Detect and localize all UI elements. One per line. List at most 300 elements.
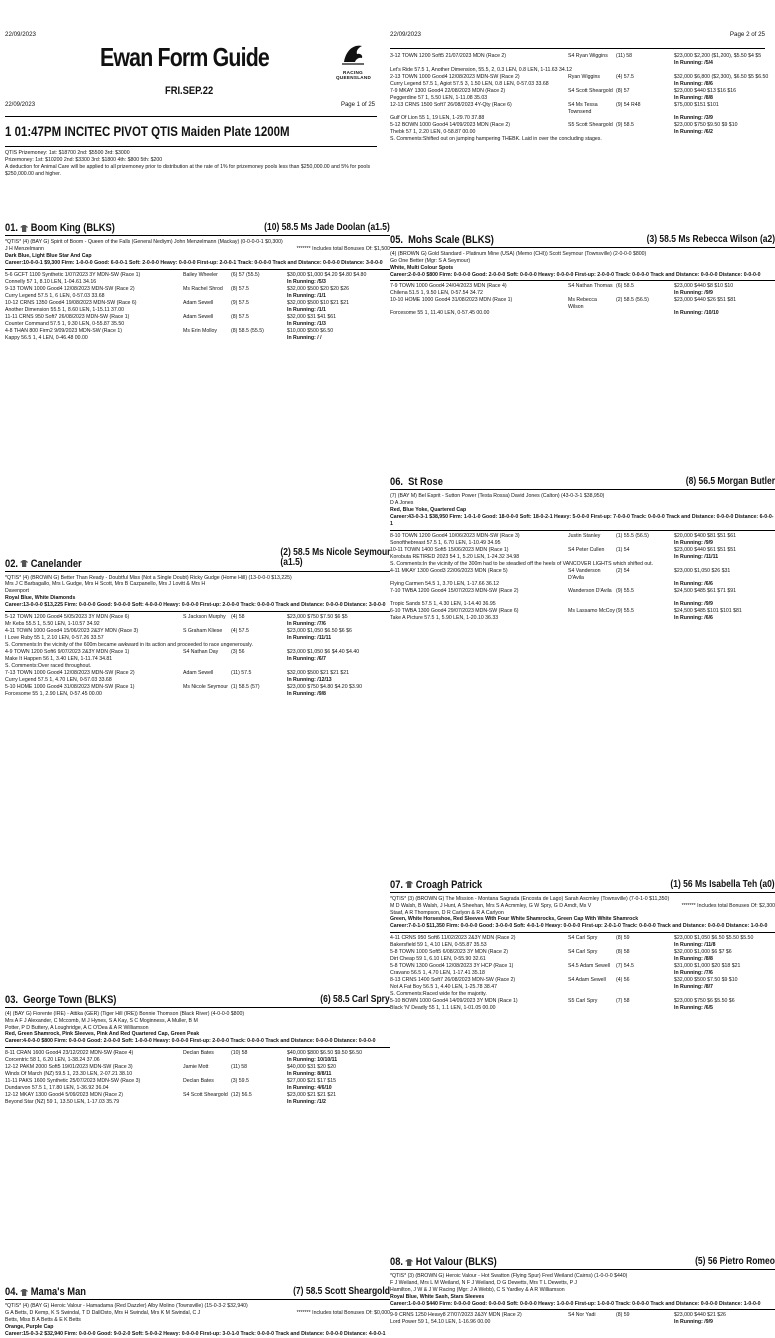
- form-row: [390, 533, 775, 540]
- form-row: [5, 335, 390, 342]
- runner-jockey: (2) 58.5 Ms Nicole Seymour (a1.5): [279, 546, 390, 569]
- form-jockey: S4 Nathan Day: [183, 648, 219, 655]
- form-race: 7-9 TOWN 1000 Good4 24/04/2023 MDN (Race 4): [390, 283, 507, 290]
- form-row: [390, 581, 775, 588]
- runner-card: [5, 218, 390, 342]
- form-barrier-weight: (3) 59.5: [231, 1078, 249, 1085]
- form-row: [390, 74, 769, 81]
- form-in-running: In Running: /1/1: [287, 306, 326, 313]
- form-barrier-weight: (8) 57.5: [231, 285, 249, 292]
- runner-header: [5, 218, 390, 236]
- form-race: S. Comments:In the vicinity of the 300m had to be steadied off the heels of VANCOVER LIGHTS which shifted out.: [390, 560, 654, 567]
- form-row: [390, 949, 775, 956]
- form-race: Curry Legend 57.5 1, 6 LEN, 0-57.03 33.68: [5, 292, 105, 299]
- form-prize: $23,000 $440 $8 $10 $10: [674, 283, 734, 290]
- form-row: [390, 970, 775, 977]
- form-row: [5, 1064, 390, 1071]
- form-row: [390, 129, 762, 136]
- form-row: [5, 1099, 390, 1106]
- form-prize: $32,000 $6,800 ($2,300), $6.50 $5 $6.50: [674, 74, 769, 80]
- form-race: 4-11 TOWN 1000 Good4 15/06/2023 2&3Y MDN (Race 3): [5, 627, 139, 634]
- form-race: 5-12 TOWN 1200 Good4 5/05/2023 3Y MDN (Race 6): [5, 613, 130, 620]
- form-row: [390, 60, 762, 67]
- form-jockey: Justin Stanley: [568, 532, 601, 539]
- form-prize: $32,000 $500 $7.50 $9 $10: [674, 977, 738, 984]
- divider: [5, 1047, 390, 1048]
- runner-jockey: (1) 56 Ms Isabella Teh (a0): [670, 878, 775, 890]
- runner-name[interactable]: 01. Boom King (BLKS): [5, 222, 115, 234]
- runner-header: [5, 990, 390, 1008]
- form-jockey: S5 Carl Spry: [568, 998, 598, 1005]
- form-prize: $32,000 $500 $21 $21 $21: [287, 669, 350, 676]
- form-row: [5, 628, 390, 635]
- form-race: 5-8 TOWN 1000 Soft5 6/08/2023 3Y MDN (Race 2): [390, 949, 508, 956]
- runner-name[interactable]: 06. St Rose: [390, 476, 443, 489]
- form-row: [5, 286, 390, 293]
- qtis-prizemoney: QTIS Prizemoney: 1st: $18700 2nd: $5500 3rd: $3000: [5, 150, 130, 157]
- form-jockey: Declan Bates: [183, 1078, 214, 1085]
- form-row: [390, 67, 762, 74]
- form-row: [390, 115, 762, 122]
- form-table: [390, 283, 775, 317]
- form-prize: $32,000 $500 $20 $20 $26: [287, 285, 350, 292]
- runner-name[interactable]: 07. Croagh Patrick: [390, 878, 483, 891]
- form-race: 11-11 PAKS 1600 Synthetic 25/07/2023 MDN-SW (Race 3): [5, 1078, 141, 1085]
- form-barrier-weight: (4) 58: [231, 613, 245, 620]
- runner-card: [390, 875, 775, 1012]
- form-in-running: In Running: /9/9: [674, 290, 713, 297]
- form-in-running: In Running: /7/6: [674, 970, 713, 977]
- form-prize: $23,000 $21 $21 $21: [287, 1092, 337, 1099]
- form-prize: $23,000 $1,050 $6 $4.40 $4.40: [287, 648, 360, 655]
- form-row: [390, 81, 762, 88]
- form-in-running: In Running: /6/2: [674, 129, 713, 135]
- form-prize: $23,000 $440 $13 $16 $16: [674, 88, 737, 94]
- runner-jockey: (10) 58.5 Ms Jade Doolan (a1.5): [264, 222, 390, 233]
- form-jockey: Adam Sewell: [183, 299, 214, 306]
- form-jockey: S4 Carl Spry: [568, 935, 598, 942]
- form-in-running: In Running: /9/8: [287, 690, 326, 697]
- form-prize: $32,000 $31 $41 $61: [287, 313, 337, 320]
- runner-header: [390, 1252, 775, 1270]
- form-jockey: S4 Adam Sewell: [568, 977, 606, 984]
- form-barrier-weight: (6) 58.5: [616, 283, 634, 290]
- continued-form: [390, 53, 769, 143]
- form-barrier-weight: (4) 57.5: [231, 627, 249, 634]
- form-in-running: In Running: /6/6: [674, 614, 713, 621]
- form-row: [5, 691, 390, 698]
- form-prize: $23,000 $750 $7.50 $6 $5: [287, 613, 348, 620]
- form-prize: $23,000 $750 $6 $5.50 $6: [674, 998, 735, 1005]
- guide-branding: [0, 40, 385, 110]
- form-race: Dundarvon 57.5 1, 17.80 LEN, 1-36.92 36.04: [5, 1085, 109, 1092]
- form-row: [5, 684, 390, 691]
- runner-breeding: (4) (BAY G) Fiorente (IRE) - Attika (GER) (Tiger Hill (IRE)) Bonnie Thomson (Black River) (4-0-0-0 $800): [5, 1010, 245, 1017]
- form-table: [390, 935, 775, 1012]
- form-jockey: S Graham Kliese: [183, 627, 223, 634]
- trainer-row: G A Betts, D Kemp, K S Swindal, T D DallOsto, Mrs H Swindal, Mrs K M Swindal, C J ******* Includes total Bonuses Of: $0,000: [5, 1310, 390, 1317]
- trainer-row: M D Walsh, B Walsh, J Hunt, A Sheehan, Mrs S A Acmmley, G W Spry, G D Arndt, Ms V ******* Includes total Bonuses Of: $2,300: [390, 902, 775, 909]
- form-race: Black 'N' Deadly 55 1, 1.1 LEN, 1-01.05 00.00: [390, 1005, 496, 1012]
- form-row: [390, 561, 775, 568]
- runner-header: [390, 472, 775, 490]
- form-prize: $23,000 $440 $61 $51 $51: [674, 546, 737, 553]
- form-row: [5, 1085, 390, 1092]
- form-race: 5-12 BOWN 1000 Good4 14/09/2023 MDN (Race 2): [390, 122, 510, 128]
- form-barrier-weight: (11) 58: [231, 1064, 248, 1071]
- runner-colours: Red, Green Shamrock, Pink Sleeves, Pink And Red Quartered Cap, Green Peak: [5, 1031, 200, 1038]
- divider: [390, 280, 775, 281]
- form-race: Winds Of March (NZ) 59.5 1, 23.30 LEN, 2-07.21 38.10: [5, 1071, 133, 1078]
- form-race: Curry Legend 57.5 1, 4.70 LEN, 0-57.03 33.68: [5, 676, 112, 683]
- form-row: [5, 656, 390, 663]
- runner-trainer: F J Weiland, Mrs L M Weiland, N F J Weiland, D G Dewetts, Mrs T L Dewetts, P J: [390, 1280, 577, 1287]
- form-prize: $32,000 $500 $10 $21 $21: [287, 299, 350, 306]
- form-row: [390, 297, 775, 310]
- racing-queensland-logo-icon: [338, 42, 368, 68]
- form-barrier-weight: (8) 59: [616, 1312, 630, 1319]
- form-race: I Love Ruby 55 1, 2.10 LEN, 0-57.26 33.57: [5, 634, 104, 641]
- form-barrier-weight: (1) 55.5 (56.5): [616, 532, 649, 539]
- form-race: Flying Carmen 54.5 1, 3.70 LEN, 1-17.66 36.12: [390, 580, 500, 587]
- silks-icon: [21, 1289, 29, 1296]
- form-row: [390, 942, 775, 949]
- form-race: Peggerdine 57 1, 5.50 LEN, 1-11.08 35.03: [390, 95, 488, 101]
- prizemoney: Prizemoney: 1st: $10200 2nd: $3300 3rd: $1800 4th: $800 5th: $200: [5, 157, 163, 164]
- runner-trainer: D A Jones: [390, 500, 414, 507]
- runner-card: [390, 1252, 775, 1326]
- runner-breeding: *QTIS* (3) (BROWN G) The Mission - Montana Sagrada (Encosta de Lago) Sarah Ascmley (Townsville) (7-0-1-0 $11,350): [390, 895, 670, 902]
- form-prize: $23,000 $1,050 $26 $31: [674, 567, 731, 574]
- form-race: Lord Power 59 1, 54.10 LEN, 1-16.96 00.00: [390, 1319, 491, 1326]
- meeting-date: FRI.SEP.22: [165, 85, 214, 97]
- form-jockey: Adam Sewell: [183, 669, 214, 676]
- form-barrier-weight: (2) 58.5 (56.5): [616, 297, 649, 304]
- runner-name[interactable]: 03. George Town (BLKS): [5, 993, 117, 1006]
- form-in-running: In Running: /7/6: [287, 620, 326, 627]
- runner-breeding: (7) (BAY M) Bel Esprit - Sutton Power (Testa Rossa) David Jones (Calton) (43-0-3-1 $38,950): [390, 493, 605, 500]
- form-in-running: In Running: /8/7: [674, 984, 713, 991]
- runner-header: [5, 546, 390, 572]
- runner-breeding: *QTIS* (3) (BROWN G) Heroic Valour - Hot Swatton (Flying Spur) Fred Weiland (Cairns) (1-0-0-0 $440): [390, 1273, 628, 1280]
- form-row: [390, 1319, 775, 1326]
- form-jockey: Ms Erin Molloy: [183, 327, 218, 334]
- form-race: 7-10 TWBA 1200 Good4 15/07/2023 MDN-SW (Race 2): [390, 587, 519, 594]
- form-table: [390, 533, 775, 622]
- form-row: [390, 601, 775, 608]
- form-in-running: In Running: /5/3: [287, 278, 326, 285]
- form-barrier-weight: (6) 57 (55.5): [231, 271, 260, 278]
- runner-career: Career:4-0-0-0 $800 Firm: 0-0-0-0 Good: 2-0-0-0 Soft: 1-0-0-0 Heavy: 0-0-0-0 First-up: 2-0-0-0 Track: 0-0-0-0 Track and Distance: 0-0-0-0 Distance: 0-0-0-0: [5, 1038, 376, 1045]
- form-race: S. Comments:Shifted out on jumping hampering THEBK. Laid in over the concluding stages.: [390, 136, 602, 142]
- form-jockey: Ms Nicole Seymour: [183, 683, 228, 690]
- form-row: [5, 614, 390, 621]
- form-race: 12-12 PAKM 2000 Soft5 19/01/2023 MDN-SW (Race 3): [5, 1064, 133, 1071]
- form-race: Tropic Sands 57.5 1, 4.30 LEN, 1-14.40 36.95: [390, 600, 496, 607]
- form-race: Another Dimension 55.5 1, 8.60 LEN, 1-15.11 37.00: [5, 306, 125, 313]
- form-jockey: S5 Scott Sheargold: [568, 122, 613, 128]
- form-prize: $23,000 $750 $9.50 $9 $10: [674, 122, 738, 128]
- form-row: [390, 283, 775, 290]
- form-row: [390, 1005, 775, 1012]
- form-in-running: In Running: /6/6: [674, 580, 713, 587]
- form-barrier-weight: (11) 58: [616, 53, 633, 59]
- runner-name[interactable]: 05. Mohs Scale (BLKS): [390, 234, 494, 246]
- form-row: [5, 321, 390, 328]
- form-row: [390, 310, 775, 317]
- form-race: 4-8 THAN 800 Firm2 9/09/2023 MDN-SW (Race 1): [5, 327, 122, 334]
- runner-trainer-cont: Davenport: [5, 588, 29, 595]
- form-row: [390, 290, 775, 297]
- form-jockey: S4 Nathan Thomas: [568, 283, 613, 290]
- form-race: Chilena 51.5 1, 9.50 LEN, 0-57.54 34.72: [390, 290, 483, 297]
- form-race: Counter Command 57.5 1, 9.30 LEN, 0-55.87 35.50: [5, 320, 125, 327]
- form-barrier-weight: (9) 55.5: [616, 587, 634, 594]
- runner-breeding: (4) (BROWN G) Gold Standard - Platinum Mine (USA) (Memo (CHI)) Scott Seymour (Townsville) (2-0-0-0 $800): [390, 251, 647, 257]
- form-prize: $10,000 $500 $6.50: [287, 327, 334, 334]
- runner-breeding: *QTIS* (4) (BAY G) Spirit of Boom - Queen of the Falls (General Nediym) John Menzelmann (Mackay) (0-0-0-0-1 $0,300): [5, 239, 283, 245]
- form-row: [5, 1050, 390, 1057]
- runner-jockey: (5) 56 Pietro Romeo: [695, 1256, 775, 1268]
- form-row: [390, 588, 775, 601]
- form-in-running: In Running: /6/7: [287, 655, 326, 662]
- runner-colours: White, Multi Colour Spots: [390, 264, 454, 271]
- runner-colours: Orange, Purple Cap: [5, 1323, 54, 1330]
- runner-name[interactable]: 02. Canelander: [5, 557, 82, 570]
- form-jockey: Adam Sewell: [183, 313, 214, 320]
- form-race: Beyond Star (NZ) 59 1, 13.50 LEN, 1-17.03 35.79: [5, 1099, 120, 1106]
- form-barrier-weight: (2) 54: [616, 567, 630, 574]
- form-row: [390, 615, 775, 622]
- form-barrier-weight: (8) 58.5 (55.5): [231, 327, 264, 334]
- form-row: [390, 608, 775, 615]
- runner-card: [390, 472, 775, 621]
- form-row: [390, 568, 775, 581]
- form-row: [5, 1078, 390, 1085]
- header-date: 22/09/2023: [390, 31, 421, 38]
- form-race: Forcesome 55 1, 2.90 LEN, 0-57.45 00.00: [5, 690, 102, 697]
- runner-header: [5, 1282, 390, 1300]
- runner-card: [5, 1282, 390, 1337]
- form-race: Cravano 56.5 1, 4.70 LEN, 1-17.41 35.18: [390, 970, 485, 977]
- runner-card: [5, 990, 390, 1106]
- form-in-running: In Running: /8/6: [674, 81, 713, 87]
- runner-trainer-cont: Staaf, A R Thompson, D R Carlyon & R A Carlyon: [390, 909, 504, 916]
- form-race: 12-13 CRNS 1500 Soft7 26/08/2023 4Y-Qty (Race 6): [390, 102, 512, 108]
- form-row: [5, 279, 390, 286]
- form-race: 10-11 TOWN 1400 Soft5 15/06/2023 MDN (Race 1): [390, 546, 509, 553]
- form-race: 5-8 TOWN 1300 Good4 12/08/2023 3Y HCP (Race 1): [390, 963, 514, 970]
- runner-trainer-cont: Betts, Miss B A Betts & E K Betts: [5, 1317, 81, 1324]
- sub-header: [5, 102, 375, 110]
- form-in-running: In Running: /1/3: [287, 320, 326, 327]
- form-race: 8-13 CRNS 1400 Soft7 26/08/2023 MDN-SW (Race 2): [390, 977, 516, 984]
- runner-trainer: Mrs A F J Alexander, C Mccomb, M J Hynes, S A Kay, S C Moginness, A Muller, B M: [5, 1017, 198, 1024]
- form-prize: $24,500 $485 $101 $101 $81: [674, 607, 742, 614]
- form-race: 7-13 TOWN 1000 Good4 12/08/2023 MDN-SW (Race 2): [5, 669, 135, 676]
- runner-name[interactable]: 04. Mama's Man: [5, 1286, 86, 1299]
- form-in-running: In Running: /6/5: [674, 1005, 713, 1012]
- form-row: [390, 540, 775, 547]
- form-jockey: Declan Bates: [183, 1050, 214, 1057]
- form-race: 9-9 CRNS 1250 Heavy8 27/07/2023 2&3Y MDN (Race 2): [390, 1312, 522, 1319]
- form-row: [5, 1092, 390, 1099]
- runner-trainer-cont: Hamilton, J W & J W Racing (Mgr: J A Webb), C S Yardley & A R Williamson: [390, 1286, 565, 1293]
- form-prize: $23,000 $440 $21 $26: [674, 1312, 726, 1319]
- form-barrier-weight: (4) 57.5: [616, 74, 634, 80]
- form-race: Kappy 56.5 1, 4 LEN, 0-46.48 00.00: [5, 334, 88, 341]
- runner-jockey: (6) 58.5 Carl Spry: [320, 993, 390, 1005]
- form-in-running: In Running: /11/11: [287, 634, 332, 641]
- form-jockey: S4 Scott Sheargold: [183, 1092, 228, 1099]
- divider: [390, 530, 775, 531]
- form-race: Connelly 57 1, 8.10 LEN, 1-04.61 34.16: [5, 278, 97, 285]
- form-in-running: In Running: /5/4: [674, 60, 713, 66]
- silks-icon: [21, 560, 29, 567]
- runner-trainer: Go One Better (Mgr: S A Seymour): [390, 257, 471, 264]
- form-race: Gulf Of Lion 55 1, 19 LEN, 1-29.70 37.88: [390, 115, 485, 121]
- runner-header: [390, 875, 775, 893]
- sub-date: 22/09/2023: [5, 102, 36, 108]
- form-prize: $40,000 $31 $20 $20: [287, 1064, 337, 1071]
- runner-career: Career:1-0-0-0 $440 Firm: 0-0-0-0 Good: 0-0-0-0 Soft: 0-0-0-0 Heavy: 1-0-0-0 First-up: 1-0-0-0 Track: 0-0-0-0 Track and Distance: 0-0-0-0 Distance: 1-0-0-0: [390, 1300, 761, 1307]
- form-race: Thebk 57 1, 2.20 LEN, 0-58.87 00.00: [390, 129, 476, 135]
- form-barrier-weight: (4) 56: [616, 977, 630, 984]
- form-row: [5, 293, 390, 300]
- form-table: [390, 53, 769, 143]
- form-race: Take A Picture 57.5 1, 5.90 LEN, 1-20.10 36.33: [390, 614, 499, 621]
- form-prize: $27,000 $21 $17 $15: [287, 1078, 337, 1085]
- form-prize: $31,000 $1,000 $20 $18 $21: [674, 963, 741, 970]
- divider: [390, 1309, 775, 1310]
- form-race: 4-9 TOWN 1200 Soft6 9/07/2023 2&3Y MDN (Race 1): [5, 648, 130, 655]
- divider: [390, 48, 765, 49]
- runner-career: Career:43-0-3-1 $38,950 Firm: 1-0-1-0 Good: 18-0-0-0 Soft: 18-0-2-1 Heavy: 5-0-0-0 First-up: 7-0-0-0 Track: 0-0-0-0 Track and Distance: 0-0-0-0 Distance: 6-0-0-1: [390, 514, 774, 527]
- form-in-running: In Running: 10/10/11: [287, 1057, 338, 1064]
- form-row: [5, 677, 390, 684]
- form-race: Dirt Cheap 59 1, 6.10 LEN, 0-55.90 32.61: [390, 956, 486, 963]
- form-in-running: In Running: /1/1: [287, 292, 326, 299]
- form-race: Mr Kebs 55.5 1, 5.50 LEN, 1-10.57 34.92: [5, 620, 100, 627]
- form-row: [390, 102, 762, 115]
- form-row: [390, 998, 775, 1005]
- form-race: 8-10 TOWN 1200 Good4 10/06/2023 MDN-SW (Race 3): [390, 532, 520, 539]
- form-row: [390, 122, 762, 129]
- form-barrier-weight: (9) 57.5: [231, 299, 249, 306]
- form-row: [5, 1057, 390, 1064]
- form-prize: $23,000 $440 $26 $51 $81: [674, 297, 737, 304]
- runner-colours: Royal Blue, White Sash, Stars Sleeves: [390, 1293, 485, 1300]
- runner-jockey: (8) 56.5 Morgan Butler: [685, 476, 775, 488]
- form-race: Sonofthebreast 57.5 1, 6.70 LEN, 1-10.49 34.95: [390, 539, 501, 546]
- form-row: [5, 314, 390, 321]
- form-jockey: Wanderson D'Avila: [568, 587, 612, 594]
- page-number: Page 2 of 25: [729, 31, 765, 38]
- form-jockey: Ms Lassamo McCoy: [568, 607, 615, 614]
- form-barrier-weight: (7) 54.5: [616, 963, 634, 970]
- form-race: Bakersfield 59 1, 4.10 LEN, 0-55.87 35.53: [390, 942, 487, 949]
- form-prize: $24,500 $485 $61 $71 $91: [674, 587, 737, 594]
- form-row: [5, 328, 390, 335]
- form-race: 10-10 HOME 1000 Good4 31/08/2023 MDN (Race 1): [390, 297, 513, 304]
- form-barrier-weight: (9) 55.5: [616, 607, 634, 614]
- silks-icon: [406, 881, 414, 888]
- header-date: 22/09/2023: [5, 31, 36, 38]
- runner-colours: Red, Blue Yoke, Quartered Cap: [390, 507, 467, 514]
- form-jockey: Ms Rebecca Wilson: [568, 297, 597, 311]
- form-prize: $30,000 $1,000 $4.20 $4.80 $4.80: [287, 271, 367, 278]
- runner-jockey: (3) 58.5 Ms Rebecca Wilson (a2): [646, 234, 775, 245]
- runner-career: Career:2-0-0-0 $800 Firm: 0-0-0-0 Good: 2-0-0-0 Soft: 0-0-0-0 Heavy: 0-0-0-0 First-up: 2-0-0-0 Track: 0-0-0-0 Track and Distance: 0-0-0-0 Distance: 0-0-0-0: [390, 271, 761, 278]
- form-barrier-weight: (10) 58: [231, 1050, 248, 1057]
- form-in-running: In Running: /3/9: [674, 115, 713, 121]
- guide-title: Ewan Form Guide: [100, 42, 269, 72]
- runner-career: Career:13-0-0-0 $13,225 Firm: 0-0-0-0 Good: 9-0-0-0 Soft: 4-0-0-0 Heavy: 0-0-0-0 First-up: 2-0-0-0 Track: 0-0-0-0 Track and Distance: 0-0-0-0 Distance: 3-0-0-0: [5, 602, 386, 609]
- runner-career: Career:15-0-3-2 $32,940 Firm: 0-0-0-0 Good: 9-0-2-0 Soft: 5-0-0-2 Heavy: 0-0-0-0 First-up: 3-0-1-0 Track: 0-0-0-0 Track and Distance: 0-0-0-0 Distance: 4-0-0-1: [5, 1330, 386, 1337]
- race-title: 1 01:47PM INCITEC PIVOT QTIS Maiden Plate 1200M: [5, 123, 290, 139]
- runner-name[interactable]: 08. Hot Valour (BLKS): [390, 1256, 497, 1269]
- form-row: [5, 663, 390, 670]
- form-race: 5-10 HOME 1000 Good4 31/08/2023 MDN-SW (Race 1): [5, 683, 135, 690]
- runner-card: [5, 546, 390, 698]
- form-barrier-weight: (7) 58: [616, 998, 630, 1005]
- runner-header: [390, 230, 775, 248]
- form-barrier-weight: (1) 58.5 (57): [231, 683, 260, 690]
- form-race: 3-12 TOWN 1200 Soft5 21/07/2023 MDN (Race 2): [390, 53, 507, 59]
- form-row: [5, 272, 390, 279]
- form-jockey: S4 Carl Spry: [568, 949, 598, 956]
- divider: [5, 269, 390, 270]
- runner-trainer: Mrs J C Barbagallo, Mrs L Gudge, Mrs H Scott, Mrs B Cazpanello, Mrs J Lovitt & Mrs H: [5, 581, 206, 588]
- form-table: [5, 614, 390, 698]
- form-race: Not A Fat Boy 56.5 1, 4.40 LEN, 1-25.78 38.47: [390, 984, 497, 991]
- form-barrier-weight: (8) 57.5: [231, 313, 249, 320]
- form-in-running: In Running: /9/9: [674, 539, 713, 546]
- form-race: 5-6 GCFT 1100 Synthetic 1/07/2023 3Y MDN-SW (Race 1): [5, 271, 141, 278]
- form-row: [5, 1071, 390, 1078]
- form-in-running: In Running: 4/6/10: [287, 1085, 332, 1092]
- form-row: [390, 956, 775, 963]
- form-in-running: In Running: /9/9: [674, 1319, 713, 1326]
- race-section: [5, 122, 377, 178]
- form-prize: $32,000 $1,000 $6 $7 $6: [674, 949, 732, 956]
- form-row: [390, 53, 762, 60]
- form-row: [390, 88, 762, 95]
- form-in-running: In Running: /11/11: [674, 553, 719, 560]
- form-race: 4-11 MKAY 1300 Good3 22/06/2023 MDN (Race 5): [390, 567, 508, 574]
- form-prize: $20,000 $400 $81 $51 $61: [674, 532, 737, 539]
- form-row: [390, 136, 762, 143]
- form-race: 12-12 MKAY 1300 Good4 5/09/2023 MDN (Race 2): [5, 1092, 124, 1099]
- form-race: Make It Happen 56 1, 3.40 LEN, 1-11.74 34.81: [5, 655, 113, 662]
- form-prize: $23,000 $750 $4.80 $4.20 $3.90: [287, 683, 363, 690]
- form-race: 8-11 CRAN 1600 Good4 23/12/2022 MDN-SW (Race 4): [5, 1050, 134, 1057]
- form-row: [390, 554, 775, 561]
- form-row: [390, 991, 775, 998]
- form-barrier-weight: (8) 59: [616, 935, 630, 942]
- form-race: Corcentric 58 1, 6.20 LEN, 1-38.24 37.06: [5, 1057, 100, 1064]
- deduction-note: A deduction for Animal Care will be applied to all prizemoney prior to distribution at the rate of 1% for prizemoney pools less than $250,000.00 and 5% for pools $250,000.00 and higher.: [5, 164, 371, 178]
- form-jockey: S4.5 Adam Sewell: [568, 963, 611, 970]
- runner-career: Career:7-0-1-0 $11,350 Firm: 0-0-0-0 Good: 3-0-0-0 Soft: 4-0-1-0 Heavy: 0-0-0-0 First-up: 2-0-1-0 Track: 0-0-0-0 Track and Distance: 0-0-0-0 Distance: 1-0-0-0: [390, 923, 768, 930]
- form-row: [5, 307, 390, 314]
- runner-trainer-cont: Potter, P D Buttery, A Loughridge, A C O'Dea & A R Williamson: [5, 1024, 149, 1031]
- form-barrier-weight: (1) 54: [616, 546, 630, 553]
- form-race: 2-13 TOWN 1000 Good4 12/08/2023 MDN-SW (Race 2): [390, 74, 520, 80]
- runner-colours: Dark Blue, Light Blue Star And Cap: [5, 252, 92, 259]
- divider: [5, 611, 390, 612]
- divider: [390, 932, 775, 933]
